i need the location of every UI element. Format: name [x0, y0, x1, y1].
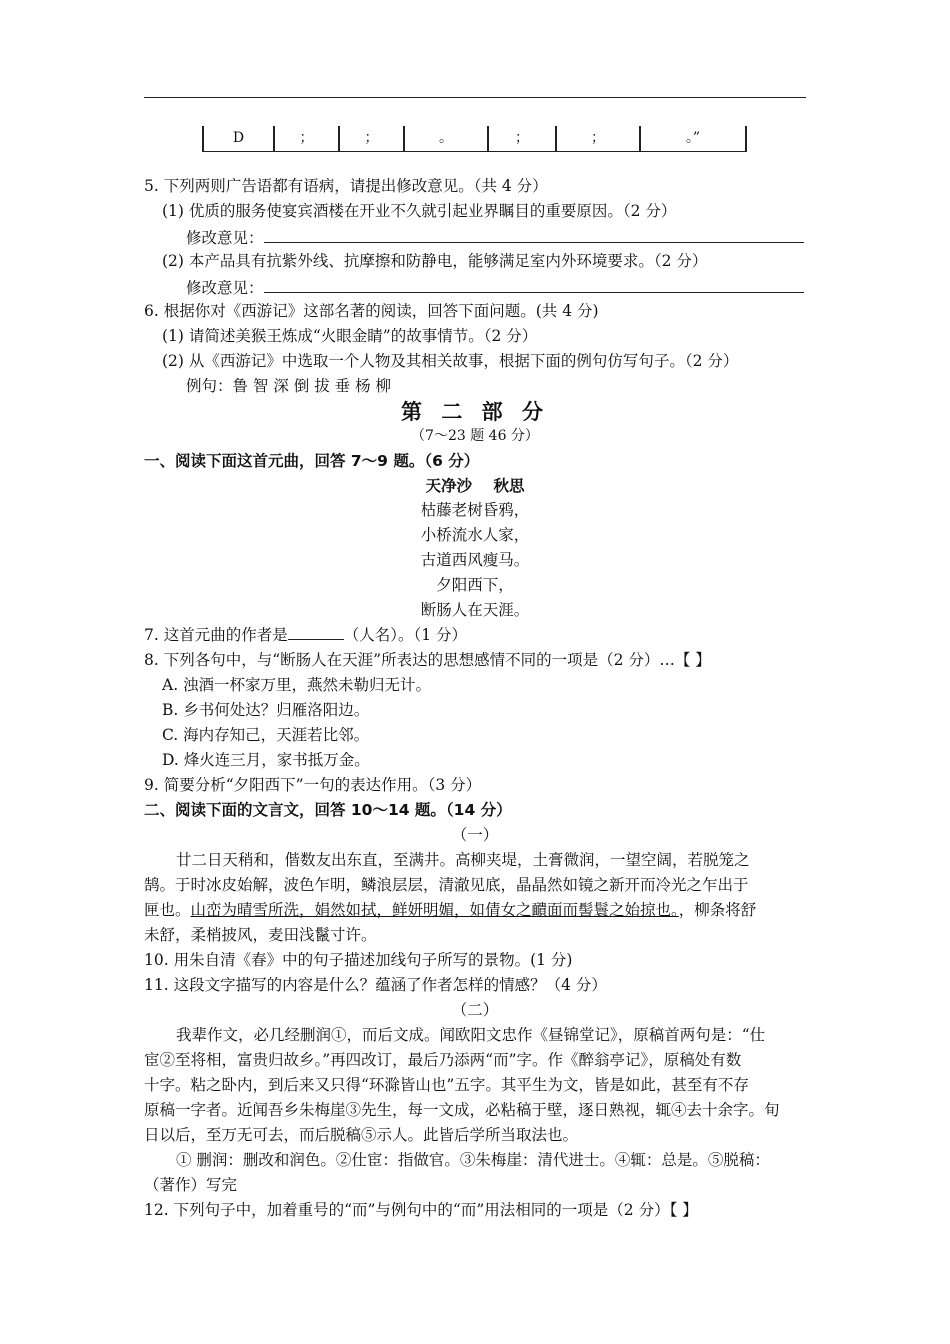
poem-line: 夕阳西下， [436, 576, 514, 594]
q5-revise-2 [186, 276, 804, 298]
q7-text-before: 7. 这首元曲的作者是 [144, 626, 288, 644]
passage1-line [144, 900, 756, 920]
footnotes-line: （著作）写完 [144, 1176, 238, 1194]
passage1-line: 未舒，柔梢披风，麦田浅鬣寸许。 [144, 926, 377, 944]
section1-heading: 一、阅读下面这首元曲，回答 7～9 题。（6 分） [144, 452, 480, 470]
passage2-line: 宦②至将相，富贵归故乡。”再四改订，最后乃添两“而”字。作《醉翁亭记》，原稿处有数 [144, 1051, 742, 1069]
answer-cells [202, 126, 747, 160]
poem-line: 小桥流水人家， [420, 526, 530, 544]
q5-revise-1 [186, 226, 804, 248]
poem-line: 枯藤老树昏鸦， [420, 501, 530, 519]
passage2-line: 十字。粘之卧内，到后来又只得“环滁皆山也”五字。其平生为文，皆是如此，甚至有不存 [144, 1076, 749, 1094]
answer-cell[interactable]: ； [273, 126, 340, 152]
q5-item1: (1) 优质的服务使宴宾酒楼在开业不久就引起业界瞩目的重要原因。（2 分） [162, 202, 677, 220]
q11: 11. 这段文字描写的内容是什么？蕴涵了作者怎样的情感？（4 分） [144, 976, 607, 994]
answer-cell[interactable]: ； [487, 126, 557, 152]
revise-answer-line-2[interactable] [264, 276, 804, 293]
part2-subtitle: （7～23 题 46 分） [411, 428, 539, 444]
passage1-text: ，柳条将舒 [678, 901, 757, 919]
q7-text-after: （人名）。（1 分） [343, 626, 468, 644]
q8-option: D. 烽火连三月，家书抵万金。 [162, 751, 370, 769]
q6-item1: (1) 请简述美猴王炼成“火眼金睛”的故事情节。（2 分） [162, 327, 538, 345]
q8-option: A. 浊酒一杯家万里，燕然未勒归无计。 [162, 676, 432, 694]
footnotes-line: ① 删润：删改和润色。②仕宦：指做官。③朱梅崖：清代进士。④辄：总是。⑤脱稿： [176, 1151, 770, 1169]
q8-option: B. 乡书何处达？归雁洛阳边。 [162, 701, 370, 719]
answer-cell[interactable]: 。 [403, 126, 489, 152]
answer-cell[interactable]: D [202, 126, 275, 152]
underlined-sentence: 山峦为晴雪所洗，娟然如拭，鲜妍明媚，如倩女之靧面而髻鬟之始掠也。 [190, 901, 679, 919]
part-label-2: （二） [451, 1001, 499, 1019]
poem-line: 断肠人在天涯。 [420, 601, 530, 619]
author-blank[interactable] [288, 625, 344, 640]
q6-example: 例句：鲁 智 深 倒 拔 垂 杨 柳 [186, 377, 391, 395]
poem-title: 天净沙 秋思 [425, 477, 525, 495]
q7 [144, 625, 467, 645]
q6-item2: (2) 从《西游记》中选取一个人物及其相关故事，根据下面的例句仿写句子。（2 分） [162, 352, 739, 370]
passage2-line: 原稿一字者。近闻吾乡朱梅崖③先生，每一文成，必粘稿于壁，逐日熟视，辄④去十余字。旬 [144, 1101, 780, 1119]
top-rule [144, 97, 806, 98]
revise-label: 修改意见： [186, 229, 264, 247]
q5-item2: (2) 本产品具有抗紫外线、抗摩擦和防静电，能够满足室内外环境要求。（2 分） [162, 252, 708, 270]
passage1-line: 廿二日天稍和，偕数友出东直，至满井。高柳夹堤，土膏微润，一望空阔，若脱笼之 [176, 851, 750, 869]
part2-title: 第 二 部 分 [401, 400, 549, 424]
passage1-text: 匣也。 [144, 901, 191, 919]
poem-line: 古道西风瘦马。 [420, 551, 530, 569]
answer-cell[interactable]: ； [555, 126, 641, 152]
q12: 12. 下列句子中，加着重号的“而”与例句中的“而”用法相同的一项是（2 分）【 】 [144, 1201, 698, 1219]
passage2-line: 日以后，至万无可去，而后脱稿⑤示人。此皆后学所当取法也。 [144, 1126, 579, 1144]
passage2-line: 我辈作文，必几经删润①，而后文成。闻欧阳文忠作《昼锦堂记》，原稿首两句是：“仕 [176, 1026, 766, 1044]
section2-heading: 二、阅读下面的文言文，回答 10～14 题。（14 分） [144, 801, 512, 819]
q8-stem: 8. 下列各句中，与“断肠人在天涯”所表达的思想感情不同的一项是（2 分）…【 】 [144, 651, 711, 669]
q5-stem: 5. 下列两则广告语都有语病，请提出修改意见。（共 4 分） [144, 177, 548, 195]
revise-label: 修改意见： [186, 279, 264, 297]
q8-option: C. 海内存知己，天涯若比邻。 [162, 726, 370, 744]
revise-answer-line-1[interactable] [264, 226, 804, 243]
answer-cell[interactable]: ； [338, 126, 405, 152]
answer-cell[interactable]: 。” [639, 126, 747, 152]
q9: 9. 简要分析“夕阳西下”一句的表达作用。（3 分） [144, 776, 482, 794]
q6-stem: 6. 根据你对《西游记》这部名著的阅读，回答下面问题。(共 4 分) [144, 302, 599, 320]
passage1-line: 鹄。于时冰皮始解，波色乍明，鳞浪层层，清澈见底，晶晶然如镜之新开而冷光之乍出于 [144, 876, 749, 894]
q10: 10. 用朱自清《春》中的句子描述加线句子所写的景物。(1 分) [144, 951, 573, 969]
part-label-1: （一） [451, 826, 499, 844]
